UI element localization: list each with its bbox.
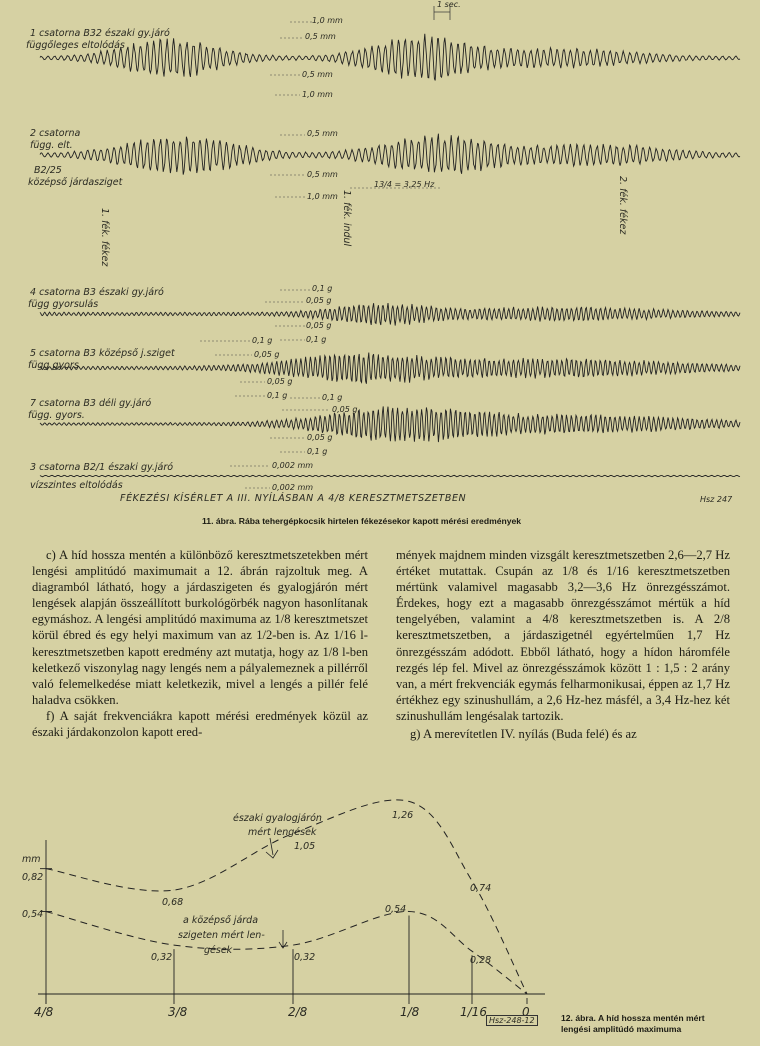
y-tick-label: 0,54 (22, 909, 44, 920)
x-tick-label: 4/8 (34, 1005, 54, 1019)
sec-label: 1 sec. (437, 0, 461, 9)
series-label-top: északi gyalogjárón (233, 813, 322, 824)
figure-code-box: Hsz-248-12 (486, 1015, 538, 1026)
data-label: 0,74 (470, 883, 492, 894)
label-pointer (270, 838, 273, 855)
ch5-label: 5 csatorna B3 középső j.sziget (30, 348, 175, 359)
x-tick-label: 0 (522, 1005, 530, 1019)
paragraph-g: g) A merevítetlen IV. nyílás (Buda felé) és az (410, 727, 637, 742)
scale-label: 0,002 mm (272, 483, 314, 492)
data-label: 0,32 (151, 952, 173, 963)
ch3-sublabel: vízszintes eltolódás (30, 480, 123, 491)
ch7-label: 7 csatorna B3 déli gy.járó (30, 398, 152, 409)
scale-label: 0,5 mm (305, 32, 336, 41)
x-tick-label: 3/8 (168, 1005, 188, 1019)
scale-label: 0,05 g (306, 321, 332, 330)
figure-footer: FÉKEZÉSI KÍSÉRLET A III. NYÍLÁSBAN A 4/8 KERESZTMETSZETBEN (120, 493, 467, 504)
ch2-sublabel: középső járdasziget (28, 177, 123, 188)
figure-code: Hsz 247 (700, 495, 733, 504)
ch1-label: 1 csatorna B32 északi gy.járó (30, 28, 170, 39)
figure-11-caption: 11. ábra. Rába tehergépkocsik hirtelen fékezésekor kapott mérési eredmények (202, 516, 522, 526)
scale-label: 0,5 mm (307, 129, 338, 138)
ch2-sublabel: B2/25 (34, 165, 62, 176)
scale-label: 0,5 mm (307, 170, 338, 179)
series-label-mid: gések (204, 945, 233, 956)
ch4-sublabel: függ gyorsulás (28, 299, 99, 310)
ch1-sublabel: függőleges eltolódás (26, 40, 125, 51)
figure-12-caption: lengési amplitúdó maximuma (561, 1024, 682, 1034)
scale-label: 1,0 mm (312, 16, 343, 25)
scale-label: 0,05 g (254, 350, 280, 359)
scale-label: 0,002 mm (272, 461, 314, 470)
ch4-label: 4 csatorna B3 északi gy.járó (30, 287, 164, 298)
ch2-sublabel: függ. elt. (30, 140, 73, 151)
brake-mark-2: 2. fék. fékez (617, 176, 628, 235)
series-line-2 (46, 911, 527, 994)
x-tick-label: 1/16 (460, 1005, 487, 1019)
paragraph-c: c) A híd hossza mentén a különböző keresztmetszetekben mért lengési amplitúdó maximumait a 12. ábrán rajzoltuk meg. A diagramból látható, hogy a járdaszigeten és gyalogjárón mért lengések alapján összeállított burkológörbék nagyon hasonlítanak egymáshoz. A lengési amplitúdó maximuma az 1/8 keresztmetszet körül ébred és egy helyi maximum van az 1/2-ben is. Az 1/16 l-keresztmetszetben kapott eredmény azt mutatja, hogy az 1/8 l-ben keletkező viszonylag nagy lengés nem a pályalemeznek a pillérről való felemelkedése miatt keletkezik, mivel a lengés a pillér felé haladva csökken. (32, 548, 368, 707)
scale-label: 1,0 mm (302, 90, 333, 99)
ch5-sublabel: függ gyors (28, 360, 79, 371)
scale-label: 0,1 g (307, 447, 328, 456)
paragraph-f-cont: mények majdnem minden vizsgált keresztmetszetben 2,6—2,7 Hz értéket mutattak. Csupán az 1/8 és 1/16 keresztmetszetben mértünk valamivel magasabb 3,2—3,6 Hz önrezgésszámot. Érdekes, hogy ezt a magasabb önrezgésszámot mértük a híd tengelyében, valamint a 4/8 keresztmetszetben is. A 2/8 keresztmetszetben, a járdaszigetnél egyértelműen 1,7 Hz önrezgésszám adódott. Ebből látható, hogy a hídon háromféle rezgés lép fel. Mivel az önrezgésszámok között 1 : 1,5 : 2 arány van, a mért frekvenciák egymás felharmonikusai, éppen az 1,7 Hz értékhez egy szinushullám, a 2,6 Hz-hez másfél, a 3,4 Hz-hez két szinushullám lengésalak tartozik. (396, 548, 730, 723)
series-label-mid: szigeten mért len- (178, 930, 265, 941)
brake-mark-1: 1. fék. fékez (99, 208, 110, 267)
ch3-label: 3 csatorna B2/1 északi gy.járó (30, 462, 174, 473)
data-label: 0,68 (162, 897, 184, 908)
scale-label: 1,0 mm (307, 192, 338, 201)
x-tick-label: 2/8 (288, 1005, 308, 1019)
y-unit-label: mm (22, 854, 41, 865)
start-mark: 1. fék. indul (341, 190, 352, 247)
scale-label: 0,1 g (322, 393, 343, 402)
scale-label: 0,1 g (312, 284, 333, 293)
frequency-label: 13/4 = 3,25 Hz (374, 180, 435, 189)
series-label-top: mért lengések (248, 827, 317, 838)
ch7-sublabel: függ. gyors. (28, 410, 85, 421)
data-label: 1,05 (294, 841, 316, 852)
scale-label: 0,05 g (307, 433, 333, 442)
data-label: 0,54 (385, 904, 407, 915)
scale-label: 0,05 g (267, 377, 293, 386)
series-label-mid: a középső járda (183, 915, 259, 926)
scale-label: 0,1 g (267, 391, 288, 400)
scale-label: 0,1 g (252, 336, 273, 345)
data-label: 0,28 (470, 955, 492, 966)
data-label: 0,32 (294, 952, 316, 963)
scale-label: 0,05 g (332, 405, 358, 414)
paragraph-f: f) A saját frekvenciákra kapott mérési eredmények közül az északi járdakonzolon kapott ered- (32, 708, 368, 740)
y-tick-label: 0,82 (22, 872, 44, 883)
x-tick-label: 1/8 (400, 1005, 420, 1019)
figure-12-caption: 12. ábra. A híd hossza mentén mért (561, 1013, 705, 1023)
scale-label: 0,1 g (306, 335, 327, 344)
ch2-label: 2 csatorna (30, 128, 81, 139)
data-label: 1,26 (392, 810, 414, 821)
scale-label: 0,05 g (306, 296, 332, 305)
scale-label: 0,5 mm (302, 70, 333, 79)
